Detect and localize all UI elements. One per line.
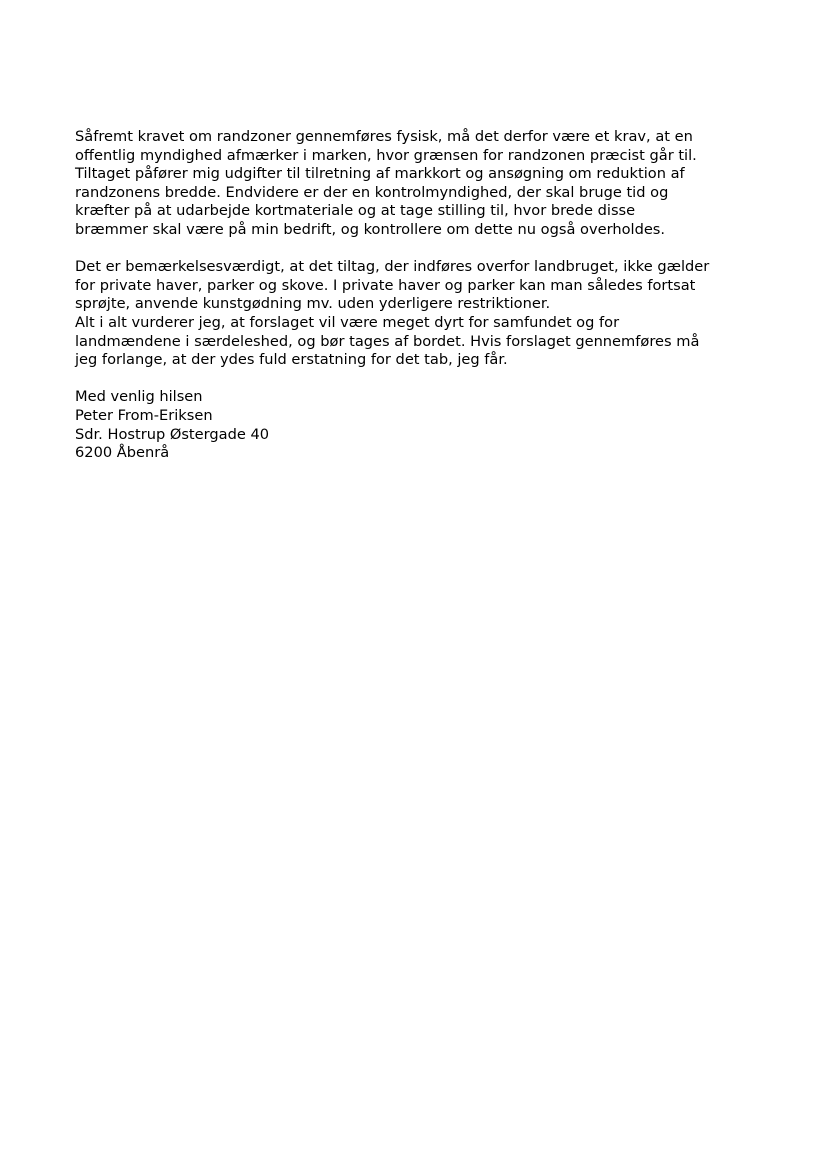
text-line: kræfter på at udarbejde kortmateriale og at tage stilling til, hvor brede disse [75,202,636,220]
paragraph-spacer [75,370,755,389]
text-line: landmændene i særdeleshed, og bør tages af bordet. Hvis forslaget gennemføres må [75,332,700,350]
text-line: Alt i alt vurderer jeg, at forslaget vil være meget dyrt for samfundet og for [75,313,620,331]
text-line: Såfremt kravet om randzoner gennemføres fysisk, må det derfor være et krav, at en [75,128,693,145]
text-line: for private haver, parker og skove. I private haver og parker kan man således fortsat [75,276,696,294]
paragraph-1 [75,128,755,240]
sender-name: Peter From-Eriksen [75,406,213,424]
paragraph-spacer [75,240,755,259]
sender-street: Sdr. Hostrup Østergade 40 [75,425,270,443]
text-line: jeg forlange, at der ydes fuld erstatning for det tab, jeg får. [75,351,508,369]
text-line: offentlig myndighed afmærker i marken, hvor grænsen for randzonen præcist går til. [75,146,697,164]
text-line: bræmmer skal være på min bedrift, og kontrollere om dette nu også overholdes. [75,220,666,238]
closing-block [75,388,755,462]
text-line: randzonens bredde. Endvidere er der en kontrolmyndighed, der skal bruge tid og [75,183,669,201]
salutation: Med venlig hilsen [75,388,203,406]
paragraph-2 [75,258,755,370]
text-line: sprøjte, anvende kunstgødning mv. uden yderligere restriktioner. [75,295,551,313]
letter-body [75,128,755,463]
text-line: Det er bemærkelsesværdigt, at det tiltag, der indføres overfor landbruget, ikke gælder [75,258,710,276]
sender-city: 6200 Åbenrå [75,444,170,462]
text-line: Tiltaget påfører mig udgifter til tilretning af markkort og ansøgning om reduktion af [75,165,685,183]
